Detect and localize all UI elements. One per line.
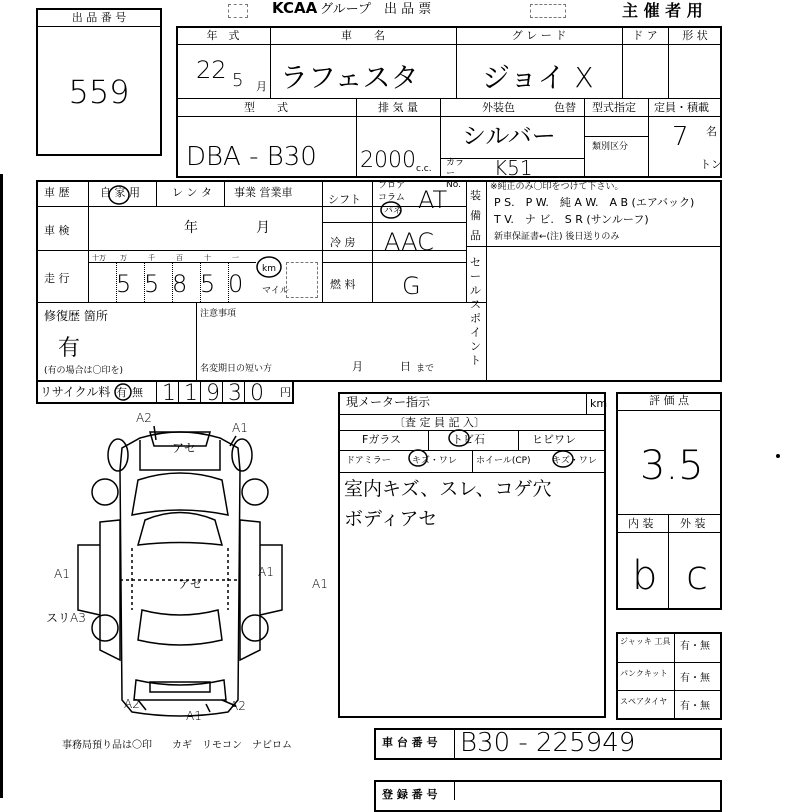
door-label: ド ア [632, 29, 658, 42]
caution-label: 注意事項 [200, 309, 237, 319]
chassis-value: B30 - 225949 [460, 728, 636, 758]
lot-label: 出 品 番 号 [71, 11, 127, 24]
rating-label: 評 価 点 [649, 394, 689, 407]
ac-value: AAC [384, 228, 434, 256]
recycle-digit: 1 [162, 381, 176, 406]
inspection-year-unit: 年 [184, 220, 198, 236]
usage-private[interactable]: 自 家 用 [100, 186, 140, 199]
tool-label: ジャッキ 工具 [620, 637, 671, 646]
equipment-line3: 新車保証書←(注) 後日送りのみ [494, 232, 620, 242]
damage-mark: A2 [124, 697, 140, 711]
fuel-value: G [402, 272, 421, 300]
mileage-digit: 0 [228, 270, 244, 298]
shape-label: 形 状 [682, 29, 708, 42]
tool-value[interactable]: 有・無 [680, 701, 710, 712]
deadline-label: 名変期日の短い方 [200, 364, 273, 374]
organizer-label: 主 催 者 用 [622, 1, 703, 20]
recycle-digit: 3 [228, 381, 242, 406]
color-num-label: 色替 [554, 101, 576, 114]
office-note: 事務局預り品は〇印 カギ リモコン ナビロム [62, 740, 292, 751]
damage-mark: A2 [230, 699, 246, 713]
mileage-digit: 8 [172, 270, 188, 298]
wheel-kizu-option[interactable]: キズ・ワレ [552, 456, 597, 466]
month-unit: 月 [256, 80, 267, 93]
rating-score: 3.5 [640, 443, 704, 489]
capacity-unit: 名 [706, 125, 717, 138]
model-value: DBA - B30 [186, 142, 317, 172]
model-label: 型 式 [244, 101, 288, 114]
interior-label: 内 装 [628, 517, 654, 530]
shift-panel[interactable]: パネ [384, 206, 403, 216]
digit-unit: 一 [232, 254, 239, 262]
usage-label: 車 歴 [44, 186, 70, 199]
edge-dot [776, 454, 780, 458]
color-code-value: K51 [494, 156, 533, 180]
shift-value: AT [418, 186, 448, 214]
damage-mark: A1 [258, 565, 274, 579]
damage-mark: A1 [312, 577, 328, 591]
repair-value: 有 [58, 336, 81, 361]
year-label: 年 式 [206, 29, 240, 42]
wheel-label: ホイール(CP) [476, 456, 531, 466]
car-name: ラフェスタ [280, 61, 419, 94]
mileage-digit: 5 [144, 270, 160, 298]
hibi-option[interactable]: ヒビワレ [532, 433, 576, 446]
damage-mark: アセ [172, 441, 196, 455]
left-border-line [0, 174, 3, 798]
meter-label: 現メーター指示 [346, 395, 431, 409]
section-label: 〔査 定 員 記 入〕 [394, 416, 485, 429]
fglass-label: Fガラス [362, 433, 401, 446]
digit-unit: 百 [176, 254, 183, 262]
tool-label: パンクキット [620, 669, 668, 678]
tool-value[interactable]: 有・無 [680, 641, 710, 652]
recycle-no[interactable]: 無 [132, 386, 143, 399]
recycle-label: リサイクル料 [40, 385, 111, 399]
mirror-kizu-option[interactable]: キズ・ワレ [412, 456, 457, 466]
damage-mark: A2 [136, 411, 152, 425]
chassis-label: 車 台 番 号 [382, 736, 438, 749]
shift-floor[interactable]: フロア [378, 181, 406, 191]
digit-unit: 千 [148, 254, 155, 262]
form-title: グループ 出 品 票 [320, 2, 432, 17]
recycle-yes[interactable]: 有 [116, 386, 127, 399]
repair-label: 修復歴 箇所 [44, 309, 108, 323]
capacity-label: 定員・積載 [654, 101, 709, 114]
color-code-label: カラー No. [446, 158, 465, 190]
inspector-note1: 室内キズ、スレ、コゲ穴 [344, 478, 552, 500]
name-label: 車 名 [341, 29, 385, 42]
grade-value: ジョイ X [482, 61, 594, 94]
damage-mark: A1 [54, 567, 70, 581]
damage-mark: A1 [186, 709, 202, 723]
category-label: 類別区分 [592, 142, 629, 152]
recycle-digit: 9 [206, 381, 220, 406]
digit-unit: 十万 [92, 254, 106, 262]
ton-unit: トン [700, 158, 722, 171]
deadline-month: 月 [352, 360, 363, 373]
mileage-label: 走 行 [44, 272, 70, 285]
sales-point-label: セールスポイント [470, 256, 481, 367]
exterior-label: 外装色 [482, 101, 515, 114]
ac-label: 冷 房 [330, 236, 356, 249]
lot-number: 559 [68, 73, 130, 111]
mileage-digit: 5 [200, 270, 216, 298]
recycle-digit: 0 [250, 381, 264, 406]
shift-label: シフト [328, 193, 361, 206]
km-option[interactable]: km [262, 264, 276, 274]
cc-unit: c.c. [416, 164, 432, 174]
deadline-made: まで [416, 364, 435, 374]
capacity-value: 7 [672, 122, 689, 152]
digit-unit: 十 [204, 254, 211, 262]
equipment-line2: T V. ナ ビ. S R (サンルーフ) [494, 213, 649, 226]
inspection-label: 車 検 [44, 224, 70, 237]
tool-label: スペアタイヤ [620, 697, 668, 706]
fuel-label: 燃 料 [330, 278, 356, 291]
mileage-digit: 5 [116, 270, 132, 298]
type-spec-label: 型式指定 [592, 101, 636, 114]
inspector-note2: ボディアセ [344, 508, 438, 530]
equipment-label: 装 備 品 [470, 189, 481, 242]
recycle-yen: 円 [280, 386, 291, 399]
exterior-value: c [686, 553, 708, 599]
recycle-digit: 1 [184, 381, 198, 406]
damage-mark: スリA3 [46, 611, 86, 625]
year-value: 22 [196, 56, 227, 84]
shift-column[interactable]: コラム [378, 193, 405, 203]
repair-note: (有の場合は〇印を) [44, 366, 124, 376]
mirror-label: ドアミラー [346, 456, 391, 466]
digit-unit: 万 [120, 254, 127, 262]
grade-label: グ レ ー ド [511, 29, 567, 42]
usage-rental[interactable]: レ ン タ [172, 186, 212, 199]
equipment-line1: P S. P W. 純 A W. A B (エアバック) [494, 196, 695, 209]
displacement-label: 排 気 量 [378, 101, 418, 114]
brand-logo: KCAA [272, 0, 318, 17]
tobi-option[interactable]: トビ石 [452, 433, 485, 446]
registration-label: 登 録 番 号 [382, 788, 438, 801]
damage-mark: アセ [178, 577, 202, 591]
equipment-note: ※純正のみ〇印をつけて下さい。 [490, 182, 624, 192]
exterior-color: シルバー [462, 122, 556, 150]
displacement-value: 2000 [360, 148, 416, 173]
meter-km: km [590, 397, 608, 410]
deadline-day: 日 [400, 360, 411, 373]
damage-mark: A1 [232, 421, 248, 435]
mile-option[interactable]: マイル [262, 286, 289, 296]
month-value: 5 [232, 70, 244, 91]
exterior-rate-label: 外 装 [680, 517, 706, 530]
usage-business[interactable]: 事業 営業車 [234, 186, 293, 199]
interior-value: b [632, 553, 658, 599]
tool-value[interactable]: 有・無 [680, 673, 710, 684]
inspection-month-unit: 月 [256, 220, 270, 236]
